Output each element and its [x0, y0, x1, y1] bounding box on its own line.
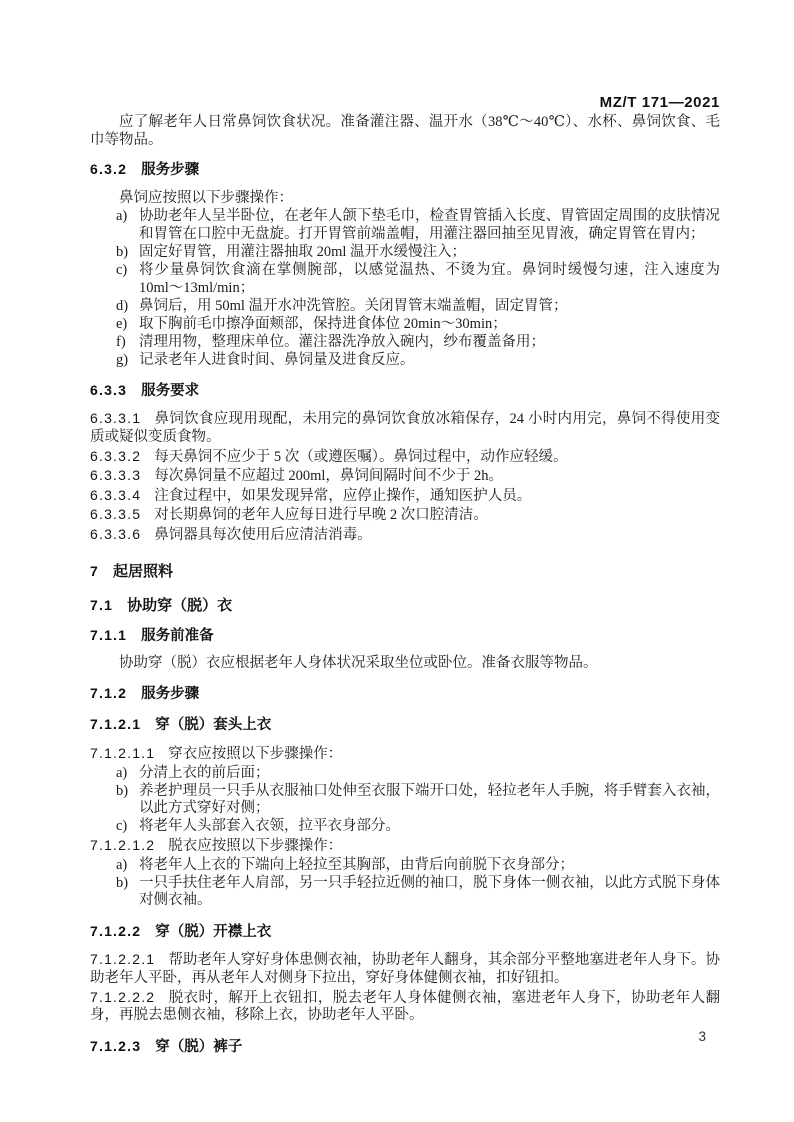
- heading-text: 服务步骤: [141, 162, 200, 179]
- clause-text: 对长期鼻饲的老年人应每日进行早晚 2 次口腔清洁。: [154, 507, 488, 524]
- list-item: [90, 857, 720, 875]
- heading-text: 起居照料: [113, 563, 174, 581]
- section-heading: [90, 627, 720, 646]
- list-item-text: 协助老年人呈半卧位，在老年人颌下垫毛巾，检查胃管插入长度、胃管固定周围的皮肤情况和胃管在口腔中无盘旋。打开胃管前端盖帽，用灌注器回抽至见胃液，确定胃管在胃内；: [139, 208, 720, 242]
- heading-number: 6.3.3: [90, 381, 128, 398]
- paragraph: 应了解老年人日常鼻饲饮食状况。准备灌注器、温开水（38℃～40℃）、水杯、鼻饲饮食、毛巾等物品。: [90, 114, 720, 148]
- list-item: [90, 298, 720, 316]
- heading-number: 7.1.2.2: [90, 922, 142, 939]
- clause-text: 穿衣应按照以下步骤操作：: [168, 746, 343, 763]
- clause-number: 6.3.3.4: [90, 486, 142, 503]
- standard-number: MZ/T 171—2021: [599, 94, 720, 111]
- section-heading: [90, 923, 720, 942]
- section-heading: [90, 563, 720, 581]
- clause-number: 6.3.3.6: [90, 525, 142, 542]
- list-item: [90, 244, 720, 262]
- clause: [90, 448, 720, 467]
- heading-number: 7.1.1: [90, 626, 128, 643]
- clause-text: 每天鼻饲不应少于 5 次（或遵医嘱）。鼻饲过程中，动作应轻缓。: [154, 448, 568, 465]
- clause-text: 脱衣时，解开上衣钮扣，脱去老年人身体健侧衣袖，塞进老年人身下，协助老年人翻身，再脱去患侧衣袖，移除上衣，协助老年人平卧。: [90, 989, 720, 1024]
- page-footer: [90, 1029, 706, 1044]
- clause-number: 6.3.3.2: [90, 447, 142, 464]
- clause: [90, 487, 720, 506]
- section-heading: [90, 161, 720, 180]
- list-item: [90, 352, 720, 370]
- list-item-marker: c): [116, 262, 128, 279]
- list-item: [90, 208, 720, 243]
- clause-number: 7.1.2.2.1: [90, 951, 156, 968]
- list-item-text: 鼻饲后，用 50ml 温开水冲洗管腔。关闭胃管末端盖帽，固定胃管；: [139, 297, 568, 314]
- heading-text: 服务步骤: [141, 685, 200, 702]
- list-item-marker: d): [116, 297, 129, 314]
- list-item-text: 一只手扶住老年人肩部，另一只手轻拉近侧的袖口，脱下身体一侧衣袖，以此方式脱下身体对侧衣袖。: [139, 874, 720, 909]
- clause-text: 鼻饲饮食应现用现配，未用完的鼻饲饮食放冰箱保存，24 小时内用完，鼻饲不得使用变质或疑似变质食物。: [90, 411, 720, 445]
- list-item: [90, 875, 720, 910]
- list-item-marker: b): [116, 244, 129, 261]
- list-item-marker: g): [116, 352, 129, 369]
- list-item-text: 分清上衣的前后面；: [139, 764, 270, 781]
- clause-number: 7.1.2.1.1: [90, 745, 156, 762]
- list-item: [90, 765, 720, 783]
- clause: [90, 989, 720, 1025]
- heading-number: 7.1: [90, 597, 114, 614]
- clause-text: 鼻饲器具每次使用后应清洁消毒。: [154, 526, 372, 543]
- list-item-text: 取下胸前毛巾擦净面颊部，保持进食体位 20min～30min；: [139, 315, 507, 332]
- heading-number: 7: [90, 563, 99, 580]
- list-item-marker: a): [116, 208, 128, 225]
- heading-text: 穿（脱）开襟上衣: [155, 923, 272, 940]
- heading-number: 7.1.2.1: [90, 716, 142, 733]
- heading-number: 6.3.2: [90, 161, 128, 178]
- document-body: [90, 113, 720, 1066]
- section-heading: [90, 382, 720, 401]
- paragraph: 协助穿（脱）衣应根据老年人身体状况采取坐位或卧位。准备衣服等物品。: [119, 655, 598, 672]
- clause-text: 脱衣应按照以下步骤操作：: [168, 838, 343, 854]
- list-item-marker: e): [116, 315, 128, 332]
- list-item-marker: a): [116, 764, 128, 781]
- list-item-text: 养老护理员一只手从衣服袖口处伸至衣服下端开口处，轻拉老年人手腕，将手臂套入衣袖，以此方式穿好对侧；: [139, 782, 720, 817]
- section-heading: [90, 597, 720, 615]
- list-item: [90, 316, 720, 334]
- clause: [90, 837, 720, 856]
- clause: [90, 951, 720, 987]
- heading-number: 7.1.2.3: [90, 1037, 142, 1054]
- list-item-text: 记录老年人进食时间、鼻饲量及进食反应。: [139, 352, 415, 369]
- clause-number: 6.3.3.5: [90, 506, 142, 523]
- heading-text: 穿（脱）裤子: [155, 1038, 243, 1055]
- clause: [90, 506, 720, 525]
- heading-text: 协助穿（脱）衣: [127, 597, 233, 615]
- clause: [90, 745, 720, 764]
- list-item: [90, 818, 720, 836]
- clause-number: 6.3.3.1: [90, 410, 142, 427]
- heading-text: 服务前准备: [141, 627, 214, 644]
- page-header: [90, 94, 720, 111]
- list-item-marker: b): [116, 874, 129, 891]
- clause-text: 帮助老年人穿好身体患侧衣袖，协助老年人翻身，其余部分平整地塞进老年人身下。协助老年人平卧，再从老年人对侧身下拉出，穿好身体健侧衣袖，扣好钮扣。: [90, 952, 720, 987]
- list-item: [90, 334, 720, 352]
- heading-text: 穿（脱）套头上衣: [155, 717, 272, 734]
- clause: [90, 526, 720, 545]
- paragraph: 鼻饲应按照以下步骤操作：: [119, 189, 293, 206]
- heading-number: 7.1.2: [90, 684, 128, 701]
- section-heading: [90, 716, 720, 735]
- list-item-marker: a): [116, 856, 128, 873]
- clause-text: 每次鼻饲量不应超过 200ml，鼻饲间隔时间不少于 2h。: [154, 468, 504, 485]
- list-item-marker: b): [116, 782, 129, 799]
- clause: [90, 467, 720, 486]
- section-heading: [90, 685, 720, 704]
- page-number: 3: [698, 1029, 706, 1044]
- clause: [90, 410, 720, 446]
- list-item-text: 固定好胃管，用灌注器抽取 20ml 温开水缓慢注入；: [139, 244, 467, 261]
- list-item-text: 将老年人头部套入衣领，拉平衣身部分。: [139, 818, 400, 835]
- clause-text: 注食过程中，如果发现异常，应停止操作，通知医护人员。: [154, 487, 532, 504]
- list-item-text: 将老年人上衣的下端向上轻拉至其胸部，由背后向前脱下衣身部分；: [139, 856, 574, 873]
- clause-number: 7.1.2.2.2: [90, 988, 156, 1005]
- list-item: [90, 262, 720, 297]
- list-item-text: 将少量鼻饲饮食滴在掌侧腕部，以感觉温热、不烫为宜。鼻饲时缓慢匀速，注入速度为 10ml～13ml/min；: [139, 262, 720, 296]
- list-item: [90, 783, 720, 818]
- list-item-marker: c): [116, 818, 128, 835]
- clause-number: 7.1.2.1.2: [90, 837, 156, 853]
- list-item-text: 清理用物，整理床单位。灌注器洗净放入碗内，纱布覆盖备用；: [139, 334, 545, 351]
- clause-number: 6.3.3.3: [90, 467, 142, 484]
- list-item-marker: f): [116, 334, 126, 351]
- heading-text: 服务要求: [141, 382, 200, 399]
